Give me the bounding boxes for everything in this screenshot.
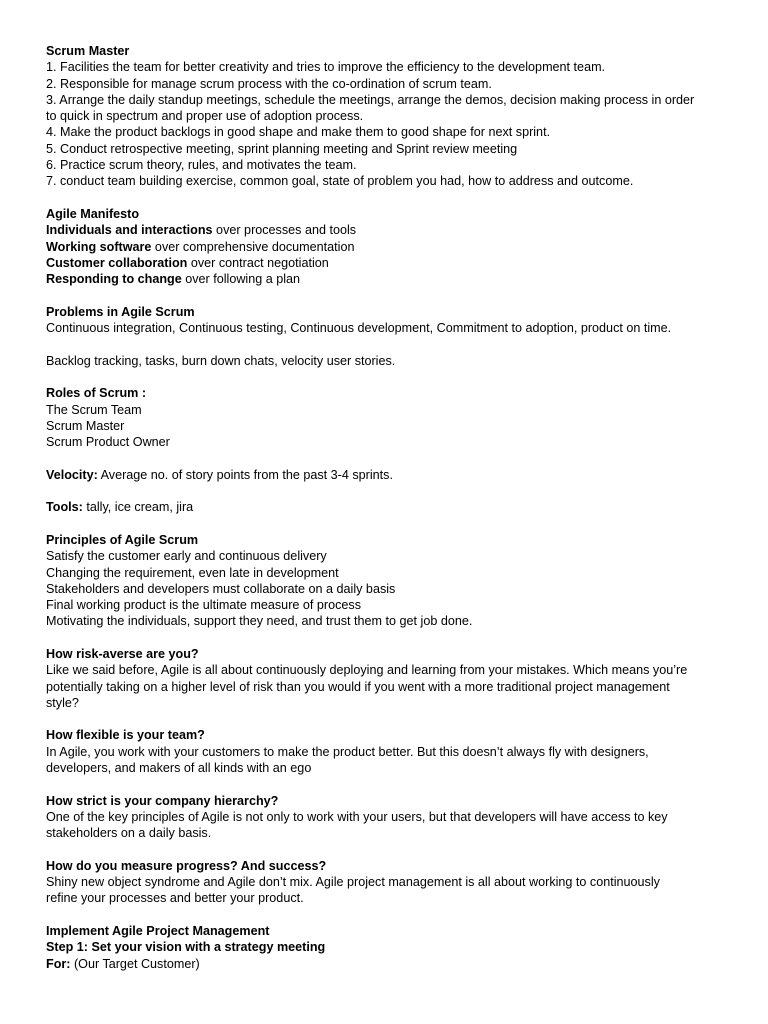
problems-text: Continuous integration, Continuous testing, Continuous development, Commitment to adoption, product on time. <box>46 321 672 336</box>
scrum-master-item: 2. Responsible for manage scrum process with the co-ordination of scrum team. <box>46 76 492 91</box>
spacer <box>46 516 726 532</box>
velocity-text: Average no. of story points from the past 3-4 sprints. <box>97 467 393 482</box>
spacer <box>46 842 726 858</box>
spacer <box>46 287 726 303</box>
spacer <box>46 630 726 646</box>
velocity-label: Velocity: <box>46 467 98 482</box>
step-1-heading: Step 1: Set your vision with a strategy meeting <box>46 940 326 955</box>
manifesto-line <box>46 271 726 287</box>
manifesto-emphasis: Individuals and interactions <box>46 223 213 238</box>
flexible-text: developers, and makers of all kinds with an ego <box>46 761 312 776</box>
scrum-master-item: to quick in spectrum and proper use of adoption process. <box>46 109 364 124</box>
manifesto-text: over processes and tools <box>212 223 357 238</box>
implement-heading: Implement Agile Project Management <box>46 924 270 939</box>
scrum-master-item: 5. Conduct retrospective meeting, sprint planning meeting and Sprint review meeting <box>46 141 518 156</box>
principle-item: Final working product is the ultimate measure of process <box>46 598 361 613</box>
manifesto-line <box>46 239 726 255</box>
for-line <box>46 956 726 972</box>
principles-heading: Principles of Agile Scrum <box>46 532 199 547</box>
problems-heading: Problems in Agile Scrum <box>46 304 195 319</box>
hierarchy-heading: How strict is your company hierarchy? <box>46 793 279 808</box>
flexible-text: In Agile, you work with your customers to make the product better. But this doesn’t always fly with designers, <box>46 744 649 759</box>
role-item: Scrum Product Owner <box>46 435 170 450</box>
manifesto-emphasis: Customer collaboration <box>46 255 188 270</box>
for-text: (Our Target Customer) <box>70 956 200 971</box>
scrum-master-item: 4. Make the product backlogs in good shape and make them to good shape for next sprint. <box>46 125 551 140</box>
progress-text: refine your processes and better your product. <box>46 891 304 906</box>
spacer <box>46 450 726 466</box>
principle-item: Stakeholders and developers must collaborate on a daily basis <box>46 581 396 596</box>
manifesto-line <box>46 255 726 271</box>
agile-manifesto-heading: Agile Manifesto <box>46 206 140 221</box>
progress-heading: How do you measure progress? And success? <box>46 858 327 873</box>
role-item: The Scrum Team <box>46 402 142 417</box>
backlog-text: Backlog tracking, tasks, burn down chats, velocity user stories. <box>46 353 396 368</box>
manifesto-text: over following a plan <box>181 272 301 287</box>
document-page <box>46 43 726 972</box>
progress-text: Shiny new object syndrome and Agile don’t mix. Agile project management is all about working to continuously <box>46 875 660 890</box>
hierarchy-text: One of the key principles of Agile is not only to work with your users, but that developers will have access to key <box>46 809 668 824</box>
hierarchy-text: stakeholders on a daily basis. <box>46 826 212 841</box>
spacer <box>46 483 726 499</box>
spacer <box>46 907 726 923</box>
scrum-master-item: 6. Practice scrum theory, rules, and motivates the team. <box>46 158 357 173</box>
role-item: Scrum Master <box>46 418 125 433</box>
scrum-master-item: 7. conduct team building exercise, common goal, state of problem you had, how to address and outcome. <box>46 174 634 189</box>
manifesto-line <box>46 222 726 238</box>
risk-text: potentially taking on a higher level of risk than you would if you went with a more traditional project management <box>46 679 670 694</box>
tools-text: tally, ice cream, jira <box>82 500 194 515</box>
tools-label: Tools: <box>46 500 83 515</box>
manifesto-text: over comprehensive documentation <box>151 239 355 254</box>
spacer <box>46 190 726 206</box>
roles-heading: Roles of Scrum : <box>46 386 147 401</box>
risk-text: style? <box>46 695 79 710</box>
principle-item: Changing the requirement, even late in development <box>46 565 339 580</box>
for-label: For: <box>46 956 71 971</box>
scrum-master-item: 1. Facilities the team for better creativity and tries to improve the efficiency to the development team. <box>46 60 606 75</box>
scrum-master-item: 3. Arrange the daily standup meetings, schedule the meetings, arrange the demos, decision making process in order <box>46 92 695 107</box>
spacer <box>46 336 726 352</box>
manifesto-emphasis: Responding to change <box>46 272 182 287</box>
manifesto-text: over contract negotiation <box>187 255 329 270</box>
spacer <box>46 711 726 727</box>
risk-text: Like we said before, Agile is all about continuously deploying and learning from your mistakes. Which means you’re <box>46 663 688 678</box>
principle-item: Satisfy the customer early and continuous delivery <box>46 549 327 564</box>
manifesto-emphasis: Working software <box>46 239 152 254</box>
scrum-master-heading: Scrum Master <box>46 44 130 58</box>
spacer <box>46 776 726 792</box>
tools-line <box>46 499 726 515</box>
spacer <box>46 369 726 385</box>
velocity-line <box>46 467 726 483</box>
flexible-heading: How flexible is your team? <box>46 728 205 743</box>
risk-heading: How risk-averse are you? <box>46 646 199 661</box>
principle-item: Motivating the individuals, support they need, and trust them to get job done. <box>46 614 473 629</box>
